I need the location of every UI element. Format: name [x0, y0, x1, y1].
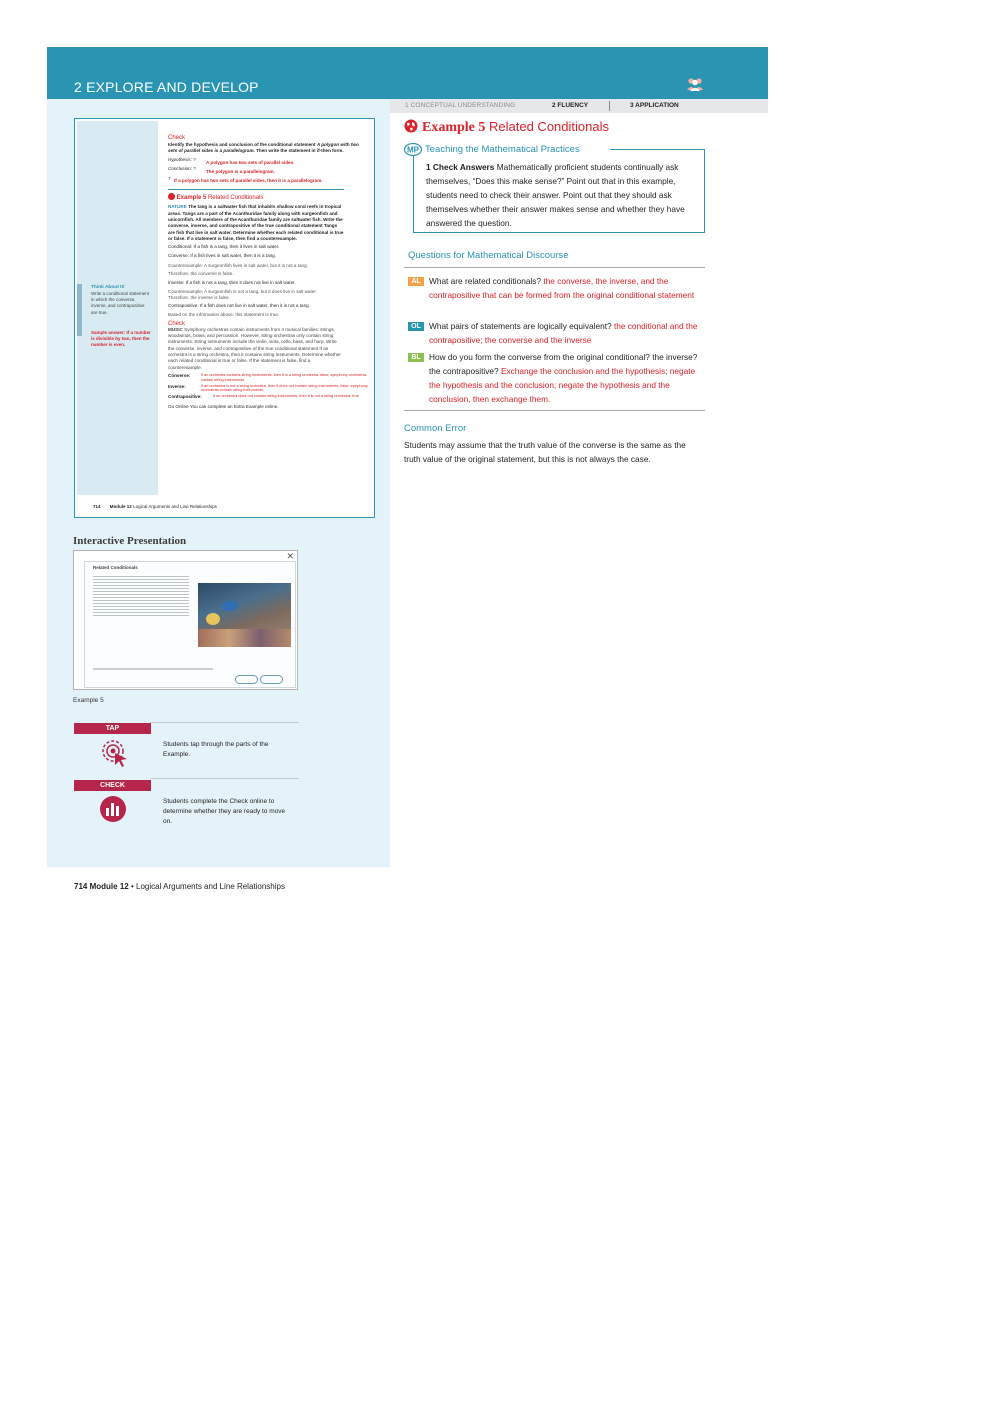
discourse-item — [429, 319, 701, 347]
mp-body: Mathematically proficient students continually ask themselves, “Does this make sense?” Point out that in this example, students need to check their answer. Point out that they should ask themselves whether their answer makes sense and whether they have answered the question. — [426, 162, 685, 228]
go-online-text[interactable]: Go Online You can complete an Extra Example online. — [168, 404, 279, 410]
conclusion-label: Conclusion: — [168, 166, 193, 172]
margin-bar — [77, 284, 82, 336]
level-badge-ol: OL — [408, 322, 424, 331]
discourse-rule-top — [404, 267, 705, 268]
example-name: Related Conditionals — [489, 119, 609, 134]
discourse-answer: the conditional and the contrapositive; the converse and the inverse — [429, 321, 698, 345]
check2-inverse-answer: If an orchestra is not a string orchestra, then it does not contain string instruments; false; symphony orchestras contain string instruments. — [201, 383, 368, 393]
check2-contra-answer: If an orchestra does not contain string instruments, then it is not a string orchestra; true — [213, 394, 359, 399]
close-icon[interactable]: ✕ — [286, 551, 294, 561]
discourse-item — [429, 274, 701, 302]
mp-text — [426, 160, 698, 230]
lesson-tabs — [390, 99, 768, 113]
tap-label: TAP — [74, 723, 151, 734]
sample-answer: Sample answer: If a number is divisible by two, then the number is even. — [91, 329, 151, 348]
mp-icon — [404, 143, 422, 156]
discourse-item — [429, 350, 701, 406]
check-label: CHECK — [74, 780, 151, 791]
student-example-label: Example 5 — [176, 195, 207, 202]
check-text: Students complete the Check online to determine whether they are ready to move on. — [163, 798, 286, 825]
example-body: The tang is a saltwater fish that inhabits shallow coral reefs in tropical areas. Tangs are a part of the Acanthuridae family along with surgeonfish and unicornfish. All members of the Acanthuridae family are saltwater fish. Write the converse, inverse, and contrapositive of the true conditional statement Tangs are fish that live in salt water. Determine whether each related conditional is true or false. If a statement is false, then find a counterexample. — [168, 204, 344, 241]
check2-contra-label: Contrapositive: — [168, 394, 202, 400]
hypothesis-label: Hypothesis: — [168, 156, 193, 162]
check2-inverse-label: Inverse: — [168, 383, 186, 389]
student-example-title: Related Conditionals — [208, 195, 264, 202]
module-label: Module 12 — [89, 882, 129, 891]
ifthen-answer: If a polygon has two sets of parallel sides, then it is a parallelogram. — [174, 178, 323, 184]
previous-button[interactable] — [235, 675, 258, 684]
discourse-answer: Exchange the conclusion and the hypothesis; negate the hypothesis and the conclusion; negate the hypothesis and the conclusion, then exchange them. — [429, 366, 696, 404]
tab-divider — [609, 101, 610, 111]
example-label: Example 5 — [422, 120, 486, 135]
conditional-text: Conditional: If a fish is a tang, then it lives in salt water. — [168, 244, 280, 250]
discourse-question: How do you form the converse from the original conditional? the inverse? the contrapositive? — [429, 352, 698, 376]
interactive-presentation-title: Interactive Presentation — [73, 535, 187, 547]
divider — [168, 189, 344, 190]
fish-photo — [198, 583, 291, 647]
group-icon — [686, 77, 704, 91]
inverse-counterexample: Counterexample: A surgeonfish is not a tang, but it does live in salt water. Therefore, the inverse is false. — [168, 288, 317, 300]
think-about-it-title: Think About It! — [91, 285, 125, 290]
page-number: 714 — [74, 882, 88, 891]
check-statement: A polygon with two sets of parallel sides is a parallelogram. — [168, 142, 359, 154]
card-rule — [150, 722, 299, 723]
check-prompt-end: Then write the statement in if-then form. — [256, 148, 344, 154]
slide-title: Related Conditionals — [93, 565, 138, 570]
check2-heading: Check — [168, 320, 186, 327]
interactive-presentation-window[interactable] — [73, 550, 298, 690]
discourse-question: What pairs of statements are logically equivalent? — [429, 321, 612, 331]
next-button[interactable] — [260, 675, 283, 684]
example-title — [404, 119, 609, 136]
globe-icon — [404, 119, 418, 133]
student-page: Check Identify the hypothesis and conclusion of the conditional statement A polygon with two sets of parallel sides is a parallelogram. Then write the statement in if-then form. Hypothesis: ? A polygon has two sets of parallel sides. Conclusion: ? The polygon is a parallelogram. ? If a polygon has two sets of parallel sides, then it is a parallelogram. Example 5 Related Conditionals NATURE The tang is a saltwater fish that inhabits shallow coral reefs in tropical areas. Tangs are a part of the Acanthuridae family along with surgeonfish and unicornfish. All members of the Acanthuridae family are saltwater fish. Write the converse, inverse, and contrapositive of the true conditional statement Tangs are fish that live in salt water. Determine whether each related conditional is true or false. If a statement is false, then find a counterexample. Conditional: If a fish is a tang, then it lives in salt water. Converse: If a fish lives in salt water, then it is a tang. Counterexample: A surgeonfish lives in salt water, but it is not a tang. Therefore, the converse is false. Inverse: If a fish is not a tang, then it does not live in salt water. Counterexample: A surgeonfish is not a tang, but it does live in salt water. Therefore, the inverse is false. Contrapositive: If a fish does not live in salt water, then it is not a tang. Based on the information above, this statement is true. Check MUSIC Symphony orchestras contain instruments from 4 musical families: strings, woodwinds, brass, and percussion. However, string orchestras only contain string instruments. String instruments include the violin, viola, cello, bass, and harp. Write the converse, inverse, and contrapositive of the true conditional statement If an orchestra is a string orchestra, then it contains string instruments. Determine whether each related conditional is true or false. If the statement is false, find a counterexample. Converse: If an orchestra contains string instruments, then it is a string orchestra; false; symphony orchestras contain string instruments. Inverse: If an orchestra is not a string orchestra, then it does not contain string instruments; false; symphony orchestras contain string instruments. Contrapositive: If an orchestra does not contain string instruments, then it is not a string orchestra; true Go Online You can complete an Extra Example online. Think About It! Write a conditional statement in which the converse, inverse, and contrapositive are true. Sample answer: If a number is divisible by two, then the number is even. 714 Module 12 Logical Arguments and Line Relationships — [74, 118, 375, 518]
section-title: 2 EXPLORE AND DEVELOP — [74, 79, 259, 95]
globe-icon — [168, 193, 175, 200]
tap-text: Students tap through the parts of the Example. — [163, 741, 269, 758]
footer-topic: Logical Arguments and Line Relationships — [136, 882, 285, 891]
tab-application[interactable]: 3 APPLICATION — [630, 102, 679, 109]
thumb-topic: Logical Arguments and Line Relationships — [133, 504, 217, 509]
check-chart-icon — [99, 795, 127, 823]
discourse-title: Questions for Mathematical Discourse — [408, 250, 569, 261]
tab-fluency[interactable]: 2 FLUENCY — [552, 102, 589, 109]
mp-title: Teaching the Mathematical Practices — [425, 144, 580, 155]
check-prompt: Identify the hypothesis and conclusion of the conditional statement — [168, 142, 316, 147]
check-heading: Check — [168, 135, 186, 141]
card-rule — [150, 778, 299, 779]
page-footer — [74, 882, 285, 891]
nature-tag: NATURE — [168, 204, 187, 210]
discourse-answer: the converse, the inverse, and the contrapositive that can be formed from the original conditional statement — [429, 276, 695, 300]
coral-shape — [198, 629, 291, 647]
mp-lead: 1 Check Answers — [426, 162, 495, 172]
presentation-caption: Example 5 — [73, 697, 104, 704]
slide-text-lines — [93, 574, 189, 616]
contrapositive-note: Based on the information above, this statement is true. — [168, 311, 280, 317]
inverse-text: Inverse: If a fish is not a tang, then it does not live in salt water. — [168, 280, 296, 286]
check2-body: Symphony orchestras contain instruments from 4 musical families: strings, woodwinds, brass, and percussion. However, string orchestras only contain string instruments. String instruments include the violin, viola, cello, bass, and harp. Write the converse, inverse, and contrapositive of the true conditional statement If an orchestra is a string orchestra, then it contains string instruments. Determine whether each related conditional is true or false. If the statement is false, find a counterexample. — [168, 326, 341, 370]
common-error-text: Students may assume that the truth value of the converse is the same as the truth value of the original statement, but this is not always the case. — [404, 440, 686, 464]
conclusion-answer: The polygon is a parallelogram. — [206, 169, 275, 175]
hypothesis-answer: A polygon has two sets of parallel sides. — [206, 159, 295, 165]
converse-counterexample: Counterexample: A surgeonfish lives in salt water, but it is not a tang. — [168, 262, 308, 268]
think-about-it-text: Write a conditional statement in which the converse, inverse, and contrapositive are true. — [91, 291, 149, 315]
fish-shape — [206, 613, 220, 625]
section-header — [47, 47, 768, 99]
converse-false: Therefore, the converse is false. — [168, 271, 234, 277]
slide-footnote — [93, 668, 213, 670]
tap-icon — [101, 739, 129, 767]
discourse-rule-bottom — [404, 410, 705, 411]
common-error-title: Common Error — [404, 423, 467, 434]
discourse-question: What are related conditionals? — [429, 276, 542, 286]
contrapositive-text: Contrapositive: If a fish does not live in salt water, then it is not a tang. — [168, 303, 310, 309]
check2-converse-answer: If an orchestra contains string instruments, then it is a string orchestra; false; symphony orchestras contain string instruments. — [201, 372, 367, 382]
level-badge-al: AL — [408, 277, 424, 286]
fish-shape — [222, 601, 238, 611]
mp-badge-text: MP — [407, 145, 419, 155]
music-tag: MUSIC — [168, 326, 183, 332]
thumb-page-number: 714 — [93, 504, 101, 509]
footer-separator: • — [130, 882, 134, 891]
check2-converse-label: Converse: — [168, 372, 191, 378]
thumb-module: Module 12 — [109, 504, 132, 509]
level-badge-bl: BL — [408, 353, 424, 362]
presentation-slide — [84, 561, 296, 688]
tab-conceptual-understanding[interactable]: 1 CONCEPTUAL UNDERSTANDING — [405, 102, 516, 109]
converse-text: Converse: If a fish lives in salt water, then it is a tang. — [168, 253, 277, 259]
